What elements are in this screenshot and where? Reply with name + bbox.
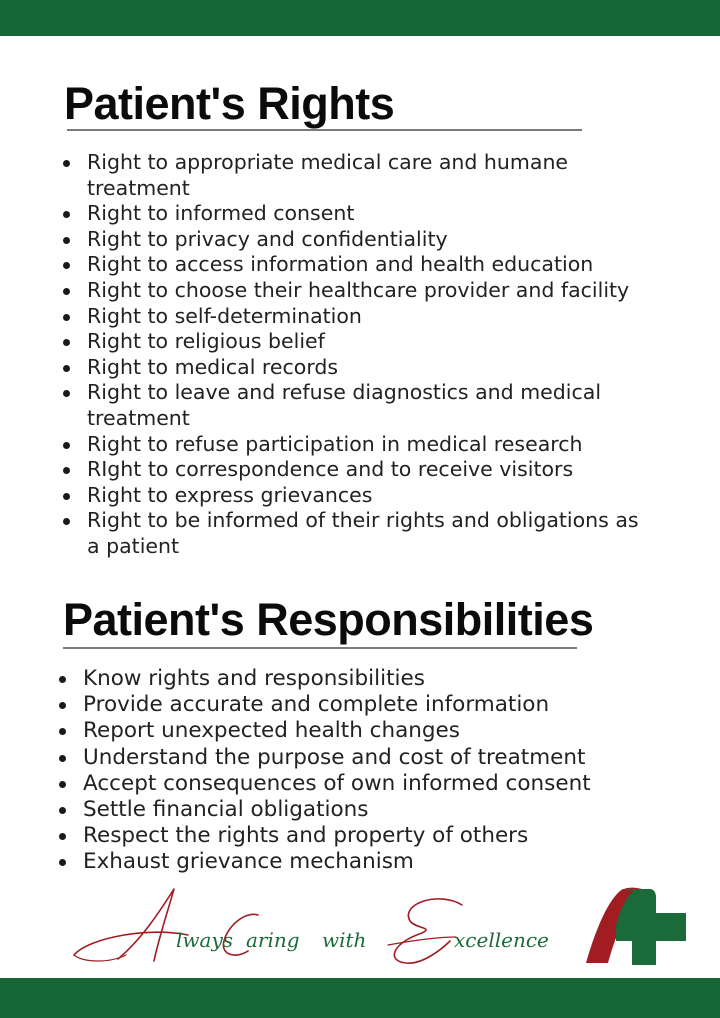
rights-item-text: Right to be informed of their rights and obligations as a patient <box>87 508 639 558</box>
bullet-icon <box>59 833 66 840</box>
rights-item-text: RIght to correspondence and to receive visitors <box>87 457 574 482</box>
rights-list <box>63 150 643 560</box>
bullet-icon <box>63 262 70 269</box>
rights-item-text: Right to choose their healthcare provider and facility <box>87 277 630 302</box>
rights-item <box>63 380 643 431</box>
rights-item <box>63 201 643 227</box>
rights-item-text: Right to informed consent <box>87 201 355 226</box>
rights-item-text: Right to access information and health education <box>87 252 594 277</box>
tagline-cap-e <box>394 899 462 963</box>
responsibility-item <box>59 692 659 718</box>
rights-item <box>63 252 643 278</box>
rights-item <box>63 508 643 559</box>
responsibility-item-text: Provide accurate and complete information <box>83 692 550 718</box>
responsibilities-heading: Patient's Responsibilities <box>63 594 594 645</box>
responsibility-item <box>59 666 659 692</box>
rights-item-text: Right to appropriate medical care and humane treatment <box>87 150 569 200</box>
rights-item <box>63 227 643 253</box>
tagline-word-with: with <box>322 928 367 952</box>
responsibility-item-text: Know rights and responsibilities <box>83 666 425 691</box>
rights-item <box>63 432 643 458</box>
responsibility-item <box>59 797 659 823</box>
bullet-icon <box>63 237 70 244</box>
responsibility-item-text: Respect the rights and property of others <box>83 823 529 849</box>
bullet-icon <box>63 314 70 321</box>
rights-item <box>63 329 643 355</box>
rights-item <box>63 457 643 483</box>
bottom-green-band <box>0 978 720 1018</box>
tagline-word-caring: aring <box>246 928 300 952</box>
rights-item-text: Right to religious belief <box>87 329 325 354</box>
bullet-icon <box>59 702 66 709</box>
responsibility-item <box>59 849 659 875</box>
responsibility-item <box>59 745 659 771</box>
rights-item-text: Right to privacy and confidentiality <box>87 226 448 251</box>
bullet-icon <box>63 493 70 500</box>
bullet-icon <box>63 160 70 167</box>
responsibility-item-text: Understand the purpose and cost of treatment <box>83 744 586 770</box>
rights-item-text: Right to express grievances <box>87 482 373 507</box>
rights-heading: Patient's Rights <box>64 78 395 129</box>
bullet-icon <box>59 676 66 683</box>
responsibilities-heading-underline <box>63 647 577 649</box>
tagline-always-caring-with-excellence <box>70 885 560 970</box>
rights-item <box>63 355 643 381</box>
a-plus-cross-logo-icon <box>584 885 690 965</box>
logo-green-cross <box>616 889 686 965</box>
bullet-icon <box>63 365 70 372</box>
rights-item-text: Right to self-determination <box>87 303 362 328</box>
bullet-icon <box>63 518 70 525</box>
bullet-icon <box>63 390 70 397</box>
top-green-band <box>0 0 720 36</box>
responsibility-item <box>59 823 659 849</box>
responsibility-item-text: Report unexpected health changes <box>83 718 460 744</box>
responsibility-item-text: Exhaust grievance mechanism <box>83 849 414 875</box>
bullet-icon <box>59 807 66 814</box>
bullet-icon <box>63 288 70 295</box>
rights-item <box>63 150 643 201</box>
rights-item-text: Right to medical records <box>87 354 339 379</box>
responsibility-item-text: Accept consequences of own informed consent <box>83 770 591 796</box>
tagline-word-excellence: xcellence <box>454 928 549 952</box>
rights-heading-underline <box>67 129 582 131</box>
bullet-icon <box>63 467 70 474</box>
rights-item-text: Right to leave and refuse diagnostics and medical treatment <box>87 380 602 430</box>
rights-item <box>63 304 643 330</box>
tagline-cap-a <box>74 889 188 961</box>
bullet-icon <box>63 442 70 449</box>
bullet-icon <box>59 728 66 735</box>
responsibility-item <box>59 771 659 797</box>
rights-item <box>63 278 643 304</box>
rights-item <box>63 483 643 509</box>
responsibilities-list <box>59 666 659 876</box>
bullet-icon <box>63 339 70 346</box>
bullet-icon <box>63 211 70 218</box>
bullet-icon <box>59 781 66 788</box>
responsibility-item <box>59 718 659 744</box>
responsibility-item-text: Settle financial obligations <box>83 797 369 823</box>
tagline-word-always: lways <box>176 928 234 952</box>
rights-item-text: Right to refuse participation in medical research <box>87 431 583 456</box>
bullet-icon <box>59 859 66 866</box>
bullet-icon <box>59 755 66 762</box>
